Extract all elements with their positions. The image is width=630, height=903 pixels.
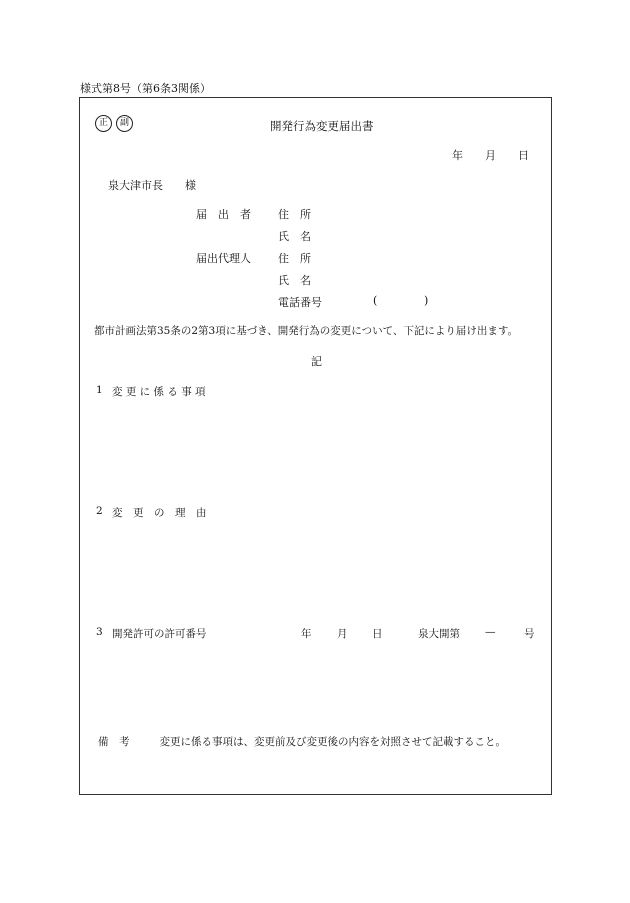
permit-number-dash: —: [485, 626, 496, 638]
permit-year-label: 年: [301, 628, 312, 640]
section-3-label: 開発許可の許可番号: [112, 628, 207, 640]
permit-number-prefix: 泉大開第: [418, 628, 460, 640]
ki-heading: 記: [311, 355, 322, 368]
permit-day-label: 日: [372, 628, 383, 640]
phone-close-paren: ): [424, 294, 429, 307]
agent-address-label: 住 所: [278, 252, 311, 265]
section-3-number: 3: [96, 626, 103, 638]
phone-open-paren: (: [373, 294, 378, 307]
original-stamp-mark: 正: [95, 115, 112, 132]
stamp-marks: [95, 115, 137, 132]
form-number-label: 様式第8号（第6条3関係）: [80, 82, 211, 95]
remarks-text: 変更に係る事項は、変更前及び変更後の内容を対照させて記載すること。: [159, 736, 506, 748]
permit-month-label: 月: [337, 628, 348, 640]
remarks: [98, 734, 506, 749]
notifier-name-label: 氏 名: [278, 230, 311, 243]
date-year-label: 年: [452, 149, 463, 162]
addressee-name: 泉大津市長: [108, 179, 163, 192]
date-day-label: 日: [518, 149, 529, 162]
agent-label: 届出代理人: [196, 252, 251, 265]
remarks-label: 備 考: [98, 736, 130, 748]
submission-date: [452, 147, 529, 163]
document-title: 開発行為変更届出書: [270, 119, 374, 133]
section-1-number: 1: [96, 384, 103, 396]
permit-number-suffix: 号: [524, 628, 535, 640]
declaration-text: 都市計画法第35条の2第3項に基づき、開発行為の変更について、下記により届け出ます。: [94, 325, 519, 337]
agent-name-label: 氏 名: [278, 274, 311, 287]
date-month-label: 月: [485, 149, 496, 162]
addressee-honorific: 様: [185, 179, 196, 192]
agent-phone-label: 電話番号: [278, 296, 322, 309]
notifier-label: 届 出 者: [196, 208, 251, 221]
copy-stamp-mark: 副: [116, 115, 133, 132]
section-2-number: 2: [96, 505, 103, 517]
section-1-label: 変 更 に 係 る 事 項: [112, 386, 206, 398]
form-frame: [79, 97, 552, 795]
section-2-label: 変 更 の 理 由: [112, 507, 207, 519]
addressee: [108, 177, 196, 193]
notifier-address-label: 住 所: [278, 208, 311, 221]
